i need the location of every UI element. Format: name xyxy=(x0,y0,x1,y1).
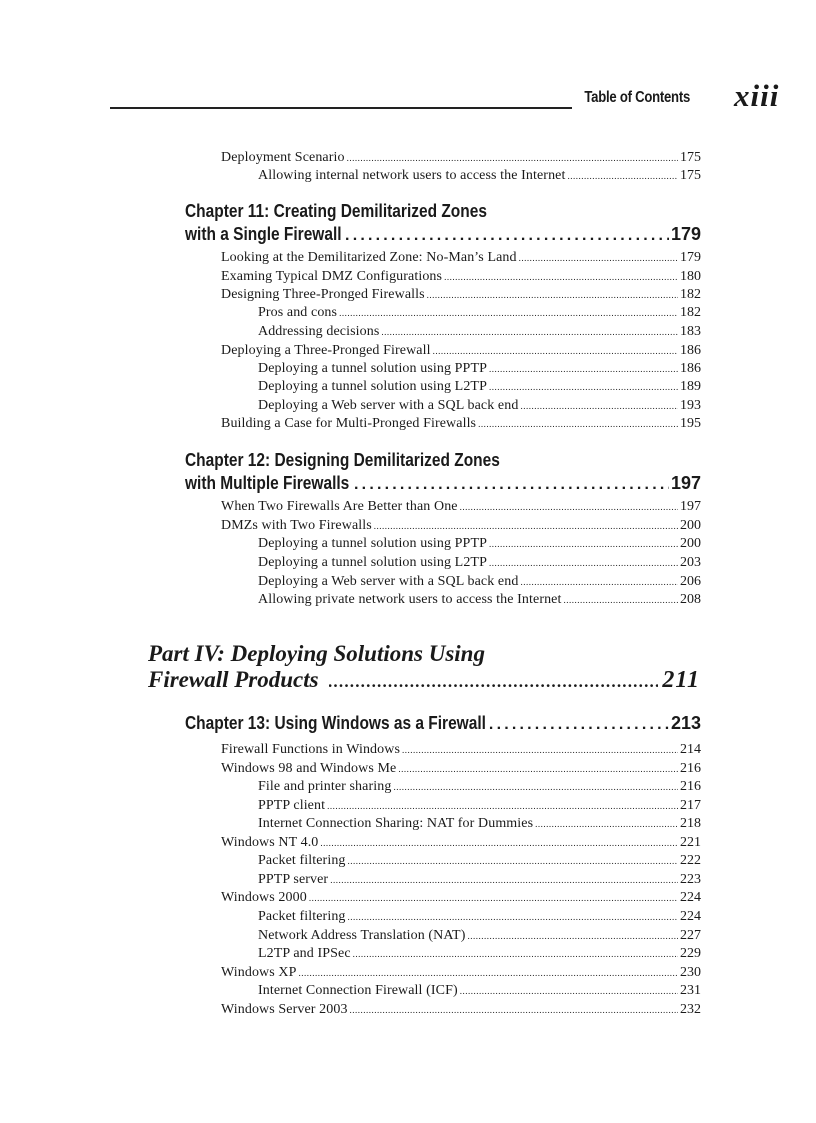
toc-subentry[interactable]: Network Address Translation (NAT) ..... 227 xyxy=(258,927,701,945)
toc-entry[interactable]: Deploying a Three-Pronged Firewall ..... 186 xyxy=(221,342,701,360)
toc-subentry[interactable]: Internet Connection Sharing: NAT for Dummies ..... 218 xyxy=(258,815,701,833)
running-header xyxy=(110,78,790,114)
toc-subentry[interactable]: PPTP server ..... 223 xyxy=(258,871,701,889)
toc-entry[interactable]: When Two Firewalls Are Better than One ..... 197 xyxy=(221,498,701,516)
part-4-heading[interactable]: Part IV: Deploying Solutions Using Firewall Products ..... 211 xyxy=(148,641,700,695)
toc-subentry[interactable]: Deploying a Web server with a SQL back end ..... 206 xyxy=(258,573,701,591)
toc-entry[interactable]: Windows XP ..... 230 xyxy=(221,964,701,982)
toc-subentry[interactable]: Deploying a tunnel solution using L2TP ..... 189 xyxy=(258,378,701,396)
toc-entry[interactable]: Windows Server 2003 ..... 232 xyxy=(221,1001,701,1019)
toc-subentry[interactable]: Addressing decisions ..... 183 xyxy=(258,323,701,341)
chapter-11-heading[interactable]: Chapter 11: Creating Demilitarized Zones with a Single Firewall ..... 179 xyxy=(185,200,701,247)
toc-subentry[interactable]: Deploying a Web server with a SQL back end ..... 193 xyxy=(258,397,701,415)
toc-subentry[interactable]: Packet filtering ..... 222 xyxy=(258,852,701,870)
toc-subentry[interactable]: Packet filtering ..... 224 xyxy=(258,908,701,926)
toc-entry[interactable]: Examing Typical DMZ Configurations ..... 180 xyxy=(221,268,701,286)
toc-subentry[interactable]: Deploying a tunnel solution using L2TP ..... 203 xyxy=(258,554,701,572)
toc-entry[interactable]: Deployment Scenario ..... 175 xyxy=(221,149,701,167)
toc-entry[interactable]: Looking at the Demilitarized Zone: No-Man’s Land ..... 179 xyxy=(221,249,701,267)
toc-subentry[interactable]: Deploying a tunnel solution using PPTP ..... 186 xyxy=(258,360,701,378)
toc-subentry[interactable]: Internet Connection Firewall (ICF) ..... 231 xyxy=(258,982,701,1000)
toc-subentry[interactable]: Allowing private network users to access the Internet ..... 208 xyxy=(258,591,701,609)
toc-subentry[interactable]: Pros and cons ..... 182 xyxy=(258,304,701,322)
chapter-13-heading[interactable]: Chapter 13: Using Windows as a Firewall ..... 213 xyxy=(185,712,701,736)
toc-subentry[interactable]: PPTP client ..... 217 xyxy=(258,797,701,815)
toc-subentry[interactable]: File and printer sharing ..... 216 xyxy=(258,778,701,796)
toc-entry[interactable]: Designing Three-Pronged Firewalls ..... 182 xyxy=(221,286,701,304)
header-rule xyxy=(110,107,572,109)
toc-entry[interactable]: Windows NT 4.0 ..... 221 xyxy=(221,834,701,852)
page-number: xiii xyxy=(734,78,780,113)
toc-entry[interactable]: DMZs with Two Firewalls ..... 200 xyxy=(221,517,701,535)
toc-entry[interactable]: Building a Case for Multi-Pronged Firewalls ..... 195 xyxy=(221,415,701,433)
header-title: Table of Contents xyxy=(584,89,690,106)
toc-subentry[interactable]: Deploying a tunnel solution using PPTP ..... 200 xyxy=(258,535,701,553)
toc-entry[interactable]: Windows 2000 ..... 224 xyxy=(221,889,701,907)
toc-entry[interactable]: Windows 98 and Windows Me ..... 216 xyxy=(221,760,701,778)
chapter-12-heading[interactable]: Chapter 12: Designing Demilitarized Zones with Multiple Firewalls ..... 197 xyxy=(185,449,701,496)
toc-subentry[interactable]: L2TP and IPSec ..... 229 xyxy=(258,945,701,963)
toc-entry[interactable]: Firewall Functions in Windows ..... 214 xyxy=(221,741,701,759)
toc-subentry[interactable]: Allowing internal network users to access the Internet ..... 175 xyxy=(258,167,701,185)
